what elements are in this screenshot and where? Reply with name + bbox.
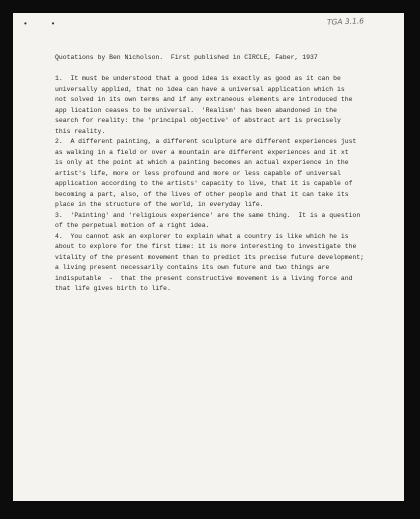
paragraph-line: is only at the point at which a painting becomes an actual experience in the: [55, 159, 349, 166]
numbered-paragraph: [55, 137, 397, 211]
numbered-paragraph: [55, 74, 397, 137]
typed-document-page: [13, 13, 404, 501]
paragraph-list: [55, 74, 397, 295]
paragraph-line: becoming a part, also, of the lives of other people and that it can take its: [55, 190, 349, 198]
archive-reference: TGA 3.1.6: [326, 16, 365, 27]
paragraph-line: that life gives birth to life.: [55, 285, 171, 292]
paragraph-line: universally applied, that no idea can have a universal application which is: [55, 85, 345, 93]
paragraph-line: indisputable - that the present constructive movement is a living force and: [55, 274, 353, 282]
paragraph-line: 2. A different painting, a different sculpture are different experiences just: [55, 138, 357, 145]
document-body: [55, 53, 397, 295]
paragraph-line: 1. It must be understood that a good idea is exactly as good as it can be: [55, 75, 341, 82]
corner-marks: • •: [23, 20, 65, 29]
paragraph-line: about to explore for the first time: it is more interesting to investigate the: [55, 243, 357, 250]
paragraph-line: application according to the artists' capacity to live, that it is capable of: [55, 180, 353, 187]
paragraph-line: a living present necessarily contains its own future and two things are: [55, 264, 330, 271]
paragraph-line: search for reality: the 'principal objective' of abstract art is precisely: [55, 117, 341, 124]
paragraph-line: 4. You cannot ask an explorer to explain what a country is like which he is: [55, 232, 349, 240]
paragraph-line: as walking in a field or over a mountain are different experiences and it xt: [55, 148, 349, 156]
paragraph-line: app lication ceases to be universal. 'Realism' has been abandoned in the: [55, 106, 338, 114]
paragraph-line: of the perpetual motion of a right idea.: [55, 222, 210, 229]
paragraph-line: not solved in its own terms and if any extraneous elements are introduced the: [55, 96, 353, 103]
paragraph-line: artist's life, more or less profound and more or less capable of universal: [55, 169, 341, 177]
paragraph-line: place in the structure of the world, in everyday life.: [55, 201, 264, 208]
paragraph-line: this reality.: [55, 127, 106, 135]
numbered-paragraph: [55, 232, 397, 295]
numbered-paragraph: [55, 211, 397, 232]
paragraph-line: 3. 'Painting' and 'religious experience' are the same thing. It is a question: [55, 211, 361, 219]
paragraph-line: vitality of the present movement than to predict its precise future development;: [55, 253, 365, 261]
document-title: Quotations by Ben Nicholson. First published in CIRCLE, Faber, 1937: [55, 54, 318, 61]
